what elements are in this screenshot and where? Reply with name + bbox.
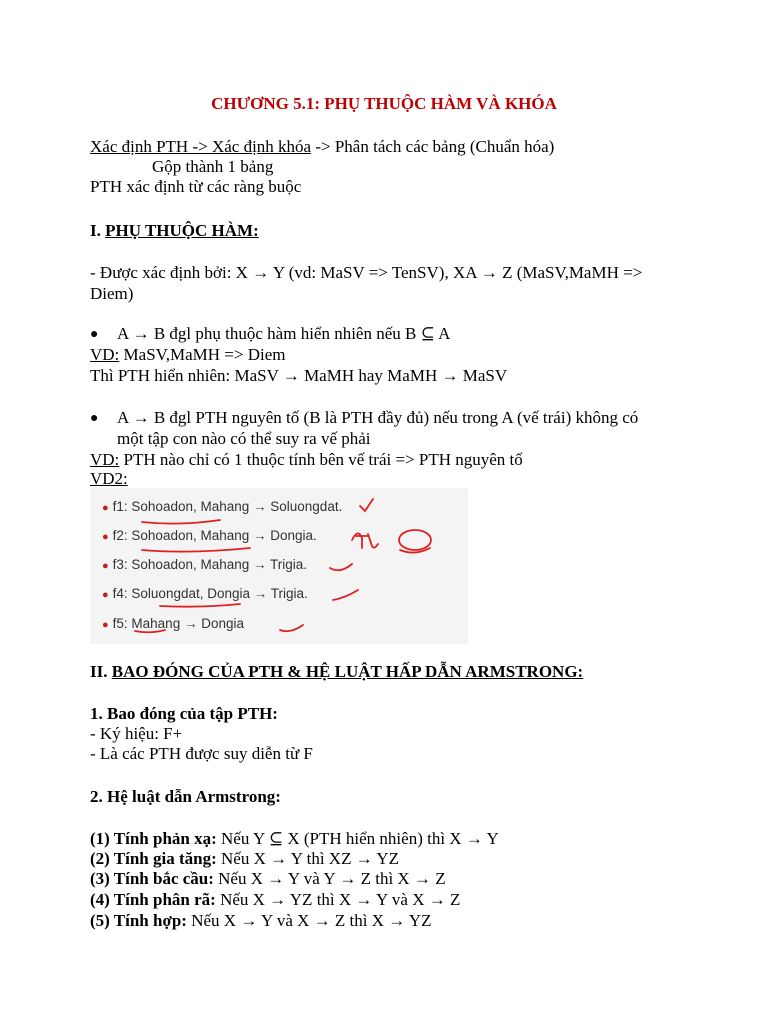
fd-item: ● f3: Sohoadon, Mahang → Trigia. [102,557,308,572]
example-3-label: VD2: [90,469,128,488]
armstrong-rule [90,911,432,931]
bullet-dot: ● [90,411,99,426]
handwritten-annotations [90,488,468,644]
fd-item: ● f1: Sohoadon, Mahang → Soluongdat. [102,499,343,514]
example-1 [90,345,285,365]
rule-text: Nếu X → Y và Y → Z thì X → Z [213,869,446,888]
red-underline [135,630,165,632]
example-label: VD: [90,450,120,469]
section2-heading [90,662,583,682]
rule-label: (3) Tính bắc cầu: [90,869,214,888]
section2-title: BAO ĐÓNG CỦA PTH & HỆ LUẬT HẤP DẪN ARMSTRONG: [111,662,584,681]
example-2 [90,450,523,470]
bullet-dot: ● [90,327,99,342]
check-icon [330,564,352,570]
fd-item: ● f5: Mahang → Dongia [102,616,244,631]
subsection-1-line1: - Ký hiệu: F+ [90,724,183,743]
rule-text: Nếu X → YZ thì X → Y và X → Z [215,890,461,909]
armstrong-rule [90,869,446,889]
section1-title: PHỤ THUỘC HÀM: [105,221,259,240]
fd-item: ● f4: Soluongdat, Dongia → Trigia. [102,586,308,601]
check-icon [333,590,358,600]
rule-label: (2) Tính gia tăng: [90,849,217,868]
fd-item: ● f2: Sohoadon, Mahang → Dongia. [102,528,317,543]
fd-item-text: f5: Mahang → Dongia [112,616,244,631]
intro-line-1 [90,137,554,157]
section1-p1-line1: - Được xác định bởi: X → Y (vd: MaSV => TenSV), XA → Z (MaSV,MaMH => [90,263,643,282]
fd-item-text: f3: Sohoadon, Mahang → Trigia. [112,557,308,572]
rule-text: Nếu Y ⊆ X (PTH hiển nhiên) thì X → Y [216,829,499,848]
fd-example-image [90,488,468,644]
bullet-1: A → B đgl phụ thuộc hàm hiển nhiên nếu B ⊆ A [117,324,451,343]
section1-heading [90,221,259,241]
red-underline [160,604,240,607]
fd-item-text: f1: Sohoadon, Mahang → Soluongdat. [112,499,343,514]
intro-underlined: Xác định PTH -> Xác định khóa [90,137,312,156]
fd-item-text: f2: Sohoadon, Mahang → Dongia. [112,528,317,543]
rule-label: (4) Tính phân rã: [90,890,216,909]
subsection-1-title: 1. Bao đóng của tập PTH: [90,704,278,723]
section1-number: I. [90,221,106,240]
section2-number: II. [90,662,112,681]
rule-label: (1) Tính phản xạ: [90,829,217,848]
armstrong-rule [90,890,460,910]
fd-item-text: f4: Soluongdat, Dongia → Trigia. [112,586,308,601]
rule-label: (5) Tính hợp: [90,911,187,930]
bullet-2-line2: một tập con nào có thể suy ra vế phải [117,429,371,448]
check-icon [360,499,373,511]
red-underline [142,520,220,524]
red-underline [142,548,250,552]
armstrong-rule [90,829,499,849]
intro-line-2: Gộp thành 1 bảng [152,157,274,176]
subsection-1-line2: - Là các PTH được suy diễn từ F [90,744,313,763]
example-text: MaSV,MaMH => Diem [119,345,286,364]
example-text: PTH nào chỉ có 1 thuộc tính bên vế trái => PTH nguyên tố [119,450,523,469]
check-icon [280,625,303,631]
example-label: VD: [90,345,120,364]
example-1-line2: Thì PTH hiển nhiên: MaSV → MaMH hay MaMH → MaSV [90,366,508,385]
handwritten-f5-icon [352,533,378,548]
rule-text: Nếu X → Y và X → Z thì X → YZ [186,911,432,930]
rule-text: Nếu X → Y thì XZ → YZ [216,849,400,868]
armstrong-rule [90,849,399,869]
intro-line-3: PTH xác định từ các ràng buộc [90,177,302,196]
chapter-title: CHƯƠNG 5.1: PHỤ THUỘC HÀM VÀ KHÓA [211,94,557,113]
subsection-2-title: 2. Hệ luật dẫn Armstrong: [90,787,281,806]
intro-rest: -> Phân tách các bảng (Chuẩn hóa) [311,137,555,156]
bullet-2-line1: A → B đgl PTH nguyên tố (B là PTH đầy đủ) nếu trong A (vế trái) không có [117,408,639,427]
section1-p1-line2: Diem) [90,284,134,303]
circle-mark-icon [399,530,431,550]
